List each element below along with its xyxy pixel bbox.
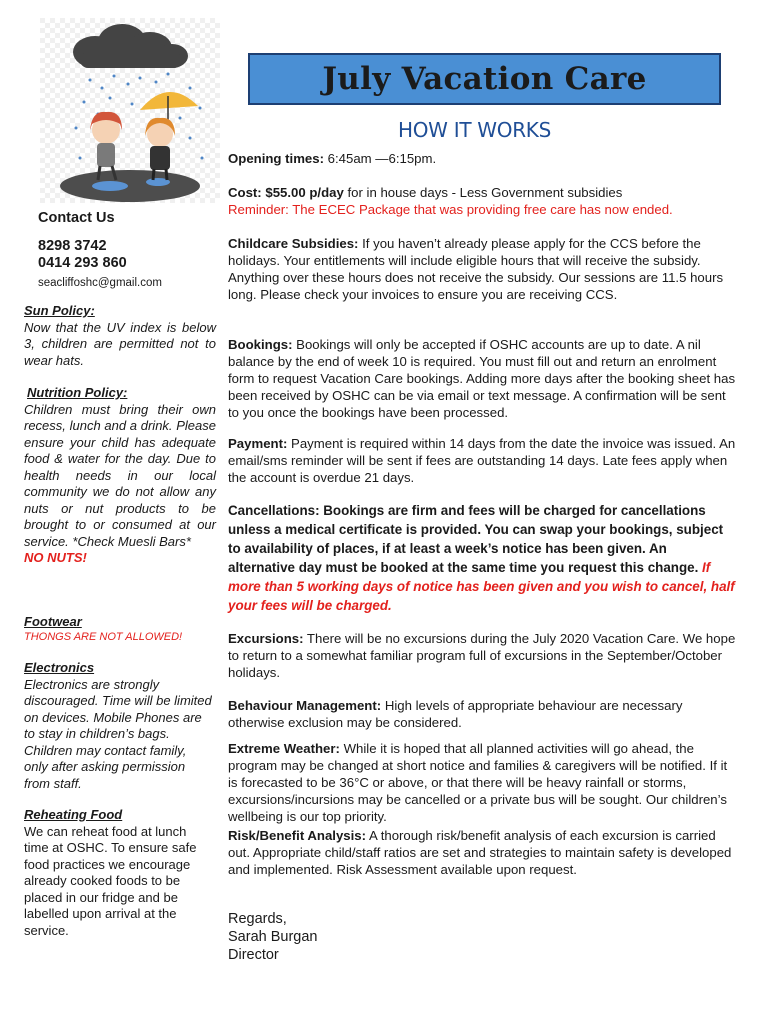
- cost-reminder: Reminder: The ECEC Package that was providing free care has now ended.: [228, 202, 673, 217]
- contact-email[interactable]: seacliffoshc@gmail.com: [38, 277, 162, 289]
- rain-kids-illustration: [40, 18, 220, 203]
- contact-phone-2: 0414 293 860: [38, 255, 127, 271]
- signoff-name: Sarah Burgan: [228, 929, 318, 945]
- extreme-weather-section: Extreme Weather: While it is hoped that all planned activities will go ahead, the program may be changed at short notice and families & caregivers will be notified. If it is forecasted to be 36°C or above, or that there will be heavy rainfall or storms, excursions/incursions may be cancelled or a private bus will be sought. Our children’s wellbeing is our top priority.: [228, 741, 728, 824]
- electronics-text: Electronics are strongly discouraged. Time will be limited on devices. Mobile Phones are to stay in children’s bags. Children may contact family, only after asking permission from staff.: [24, 676, 212, 791]
- title-banner: [248, 53, 721, 105]
- electronics-heading: Electronics: [24, 660, 95, 675]
- contact-heading: Contact Us: [38, 210, 115, 226]
- payment-section: Payment: Payment is required within 14 days from the date the invoice was issued. An email/sms reminder will be sent if fees are outstanding 14 days. Late fees apply when the account is overdue 21 days.: [228, 436, 736, 485]
- sun-policy: [24, 303, 216, 369]
- nutrition-policy-text: Children must bring their own recess, lunch and a drink. Please ensure your child has adequate food & water for the day. Due to health needs in our local community we do not allow any nuts or nut products to be brought to or consumed at our service. *Check Muesli Bars*: [24, 401, 216, 549]
- reheating-heading: Reheating Food: [24, 807, 123, 822]
- footwear-policy: [24, 614, 216, 644]
- footwear-heading: Footwear: [24, 614, 82, 629]
- page-title: July Vacation Care: [322, 61, 647, 97]
- risk-benefit-section: Risk/Benefit Analysis: A thorough risk/benefit analysis of each excursion is carried out. Appropriate child/staff ratios are set and strategies to maintain safety is developed and implemented. Risk Assessment available upon request.: [228, 828, 732, 877]
- reheating-text: We can reheat food at lunch time at OSHC. To ensure safe food practices we encourage already cooked foods to be placed in our fridge and be labelled upon arrival at the service.: [24, 823, 197, 938]
- no-nuts-warning: NO NUTS!: [24, 550, 87, 565]
- signoff: [228, 910, 736, 964]
- footwear-text: THONGS ARE NOT ALLOWED!: [24, 630, 183, 643]
- signoff-role: Director: [228, 947, 279, 963]
- excursions-section: Excursions: There will be no excursions during the July 2020 Vacation Care. We hope to return to a somewhat familiar program full of excursions in the September/October holidays.: [228, 631, 736, 680]
- sun-policy-heading: Sun Policy:: [24, 303, 95, 318]
- electronics-policy: [24, 660, 212, 792]
- cancellation-fee-warning: If more than 5 working days of notice has been given and you wish to cancel, half your fees will be charged.: [228, 560, 735, 613]
- nutrition-policy: [24, 385, 216, 567]
- childcare-subsidies: Childcare Subsidies: If you haven’t already please apply for the CCS before the holidays. Your entitlements will include eligible hours that will receive the subsidy. Anything over these hours does not receive the subsidy. Our sessions are 11.5 hours long. Please check your invoices to ensure you are receiving CCS.: [228, 236, 724, 302]
- cost-section: Cost: $55.00 p/day for in house days - Less Government subsidies Reminder: The ECEC Package that was providing free care has now ended.: [228, 184, 736, 218]
- sun-policy-text: Now that the UV index is below 3, children are permitted not to wear hats.: [24, 319, 216, 368]
- behaviour-section: Behaviour Management: High levels of appropriate behaviour are necessary otherwise exclusion may be considered.: [228, 698, 683, 730]
- reheating-policy: [24, 807, 214, 939]
- nutrition-policy-heading: Nutrition Policy:: [27, 385, 128, 400]
- cancellations-section: Cancellations: Bookings are firm and fees will be charged for cancellations unless a medical certificate is provided. You can swap your bookings, subject to availability of places, if at least a week’s notice has been given. An alternative day must be booked at the same time you request this change. If more than 5 working days of notice has been given and you wish to cancel, half your fees will be charged.: [228, 503, 735, 613]
- bookings-section: Bookings: Bookings will only be accepted if OSHC accounts are up to date. A nil balance by the end of week 10 is required. You must fill out and return an enrolment form to request Vacation Care bookings. Adding more days after the booking sheet has been received by OSHC can be via email or text message. A confirmation will be sent to you once the bookings have been processed.: [228, 337, 736, 420]
- contact-phones: [24, 238, 216, 272]
- opening-times: Opening times: 6:45am —6:15pm.: [228, 151, 437, 166]
- signoff-regards: Regards,: [228, 911, 287, 927]
- page-subtitle: HOW IT WORKS: [398, 118, 552, 142]
- contact-phone-1: 8298 3742: [38, 238, 107, 254]
